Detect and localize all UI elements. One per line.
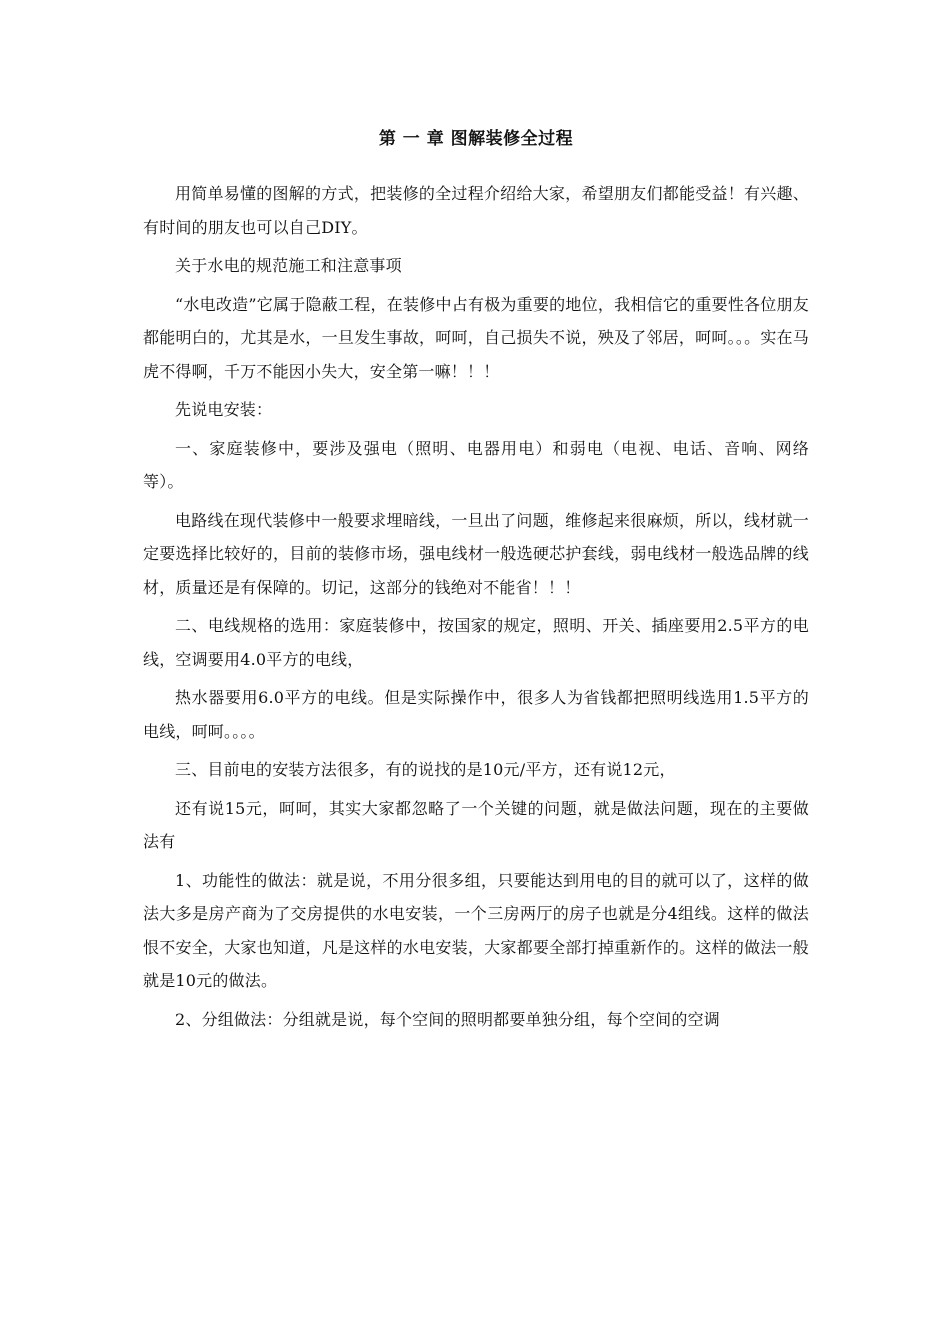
paragraph-section-heading: 关于水电的规范施工和注意事项	[175, 256, 402, 275]
document-body	[143, 126, 809, 1041]
paragraph-water-electric: “水电改造”它属于隐蔽工程，在装修中占有极为重要的地位，我相信它的重要性各位朋友都能明白的，尤其是水，一旦发生事故，呵呵，自己损失不说，殃及了邻居，呵呵。。。实在马虎不得啊，千万不能因小失大，安全第一嘛！！！	[143, 294, 809, 381]
paragraph-point-two: 二、电线规格的选用：家庭装修中，按国家的规定，照明、开关、插座要用2.5平方的电线，空调要用4.0平方的电线，	[143, 616, 809, 669]
paragraph-point-three: 三、目前电的安装方法很多，有的说找的是10元/平方，还有说12元，	[175, 760, 676, 779]
paragraph-electric-intro: 先说电安装：	[175, 400, 273, 419]
paragraph-point-one: 一、家庭装修中，要涉及强电（照明、电器用电）和弱电（电视、电话、音响、网络等）。	[143, 438, 809, 491]
paragraph-methods: 还有说15元，呵呵，其实大家都忽略了一个关键的问题，就是做法问题，现在的主要做法有	[143, 798, 809, 851]
chapter-title: 第 一 章 图解装修全过程	[378, 129, 574, 149]
paragraph-wiring: 电路线在现代装修中一般要求埋暗线，一旦出了问题，维修起来很麻烦，所以，线材就一定要选择比较好的，目前的装修市场，强电线材一般选硬芯护套线，弱电线材一般选品牌的线材，质量还是有保障的。切记，这部分的钱绝对不能省！！！	[143, 510, 809, 597]
paragraph-heater: 热水器要用6.0平方的电线。但是实际操作中，很多人为省钱都把照明线选用1.5平方的电线，呵呵。。。。	[143, 688, 809, 741]
paragraph-method-one: 1、功能性的做法：就是说，不用分很多组，只要能达到用电的目的就可以了，这样的做法大多是房产商为了交房提供的水电安装，一个三房两厅的房子也就是分4组线。这样的做法恨不安全，大家也知道，凡是这样的水电安装，大家都要全部打掉重新作的。这样的做法一般就是10元的做法。	[143, 870, 809, 990]
paragraph-method-two: 2、分组做法：分组就是说，每个空间的照明都要单独分组，每个空间的空调	[175, 1009, 720, 1029]
paragraph-intro: 用简单易懂的图解的方式，把装修的全过程介绍给大家，希望朋友们都能受益！有兴趣、有时间的朋友也可以自己DIY。	[143, 184, 809, 237]
